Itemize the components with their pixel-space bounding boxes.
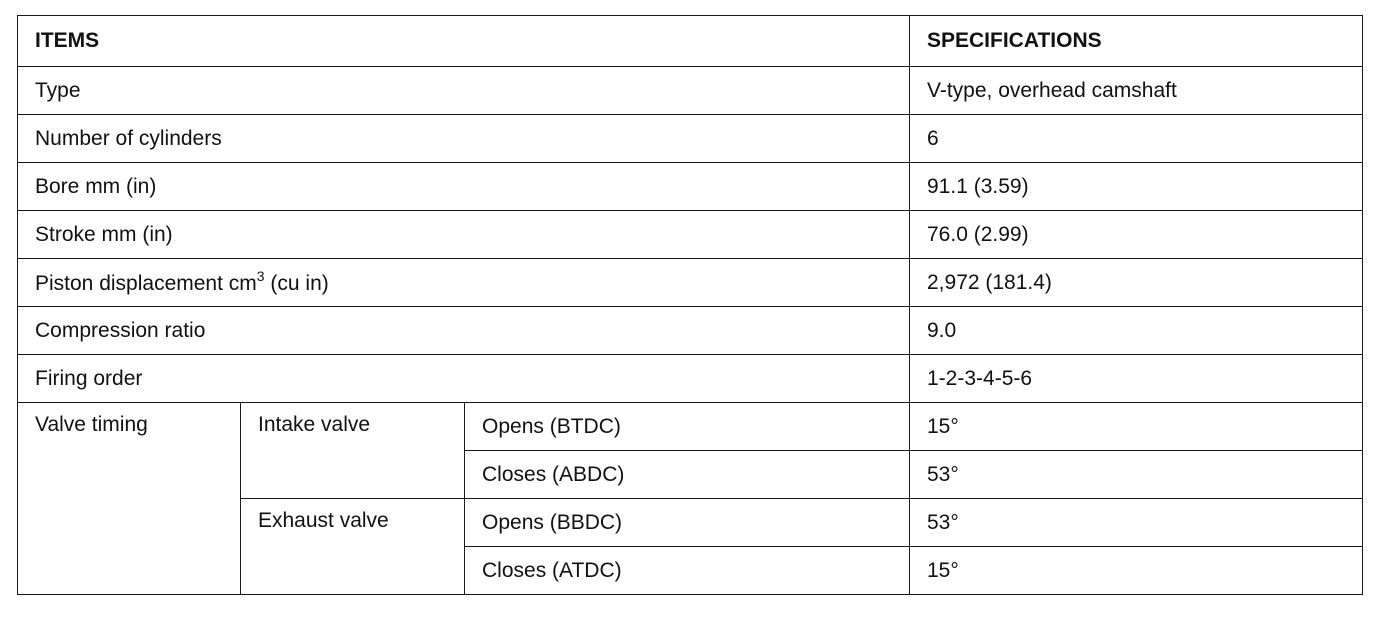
table-header-row [18, 16, 1363, 67]
header-items: ITEMS [18, 16, 910, 67]
engine-specifications-table [17, 15, 1363, 595]
intake-opens-value: 15° [910, 403, 1363, 451]
item-label [18, 259, 910, 307]
item-label: Number of cylinders [18, 115, 910, 163]
spec-value: 76.0 (2.99) [910, 211, 1363, 259]
table-row [18, 115, 1363, 163]
item-label-suffix: (cu in) [264, 272, 329, 295]
exhaust-closes-value: 15° [910, 547, 1363, 595]
table-row [18, 355, 1363, 403]
table-row [18, 259, 1363, 307]
intake-closes-label: Closes (ABDC) [465, 451, 910, 499]
spec-value: 2,972 (181.4) [910, 259, 1363, 307]
spec-value: 9.0 [910, 307, 1363, 355]
intake-opens-label: Opens (BTDC) [465, 403, 910, 451]
table-row [18, 67, 1363, 115]
item-label: Compression ratio [18, 307, 910, 355]
exhaust-valve-label: Exhaust valve [241, 499, 465, 595]
item-label: Stroke mm (in) [18, 211, 910, 259]
intake-valve-label: Intake valve [241, 403, 465, 499]
exhaust-closes-label: Closes (ATDC) [465, 547, 910, 595]
exhaust-opens-value: 53° [910, 499, 1363, 547]
table-row [18, 163, 1363, 211]
valve-timing-label: Valve timing [18, 403, 241, 595]
spec-value: 91.1 (3.59) [910, 163, 1363, 211]
header-specifications: SPECIFICATIONS [910, 16, 1363, 67]
spec-value: V-type, overhead camshaft [910, 67, 1363, 115]
item-label-prefix: Piston displacement cm [35, 272, 257, 295]
exhaust-opens-label: Opens (BBDC) [465, 499, 910, 547]
spec-value: 6 [910, 115, 1363, 163]
intake-closes-value: 53° [910, 451, 1363, 499]
table-row [18, 403, 1363, 451]
spec-value: 1-2-3-4-5-6 [910, 355, 1363, 403]
table-row [18, 307, 1363, 355]
item-label: Firing order [18, 355, 910, 403]
item-label: Bore mm (in) [18, 163, 910, 211]
table-row [18, 211, 1363, 259]
item-label-superscript: 3 [256, 268, 265, 284]
item-label: Type [18, 67, 910, 115]
